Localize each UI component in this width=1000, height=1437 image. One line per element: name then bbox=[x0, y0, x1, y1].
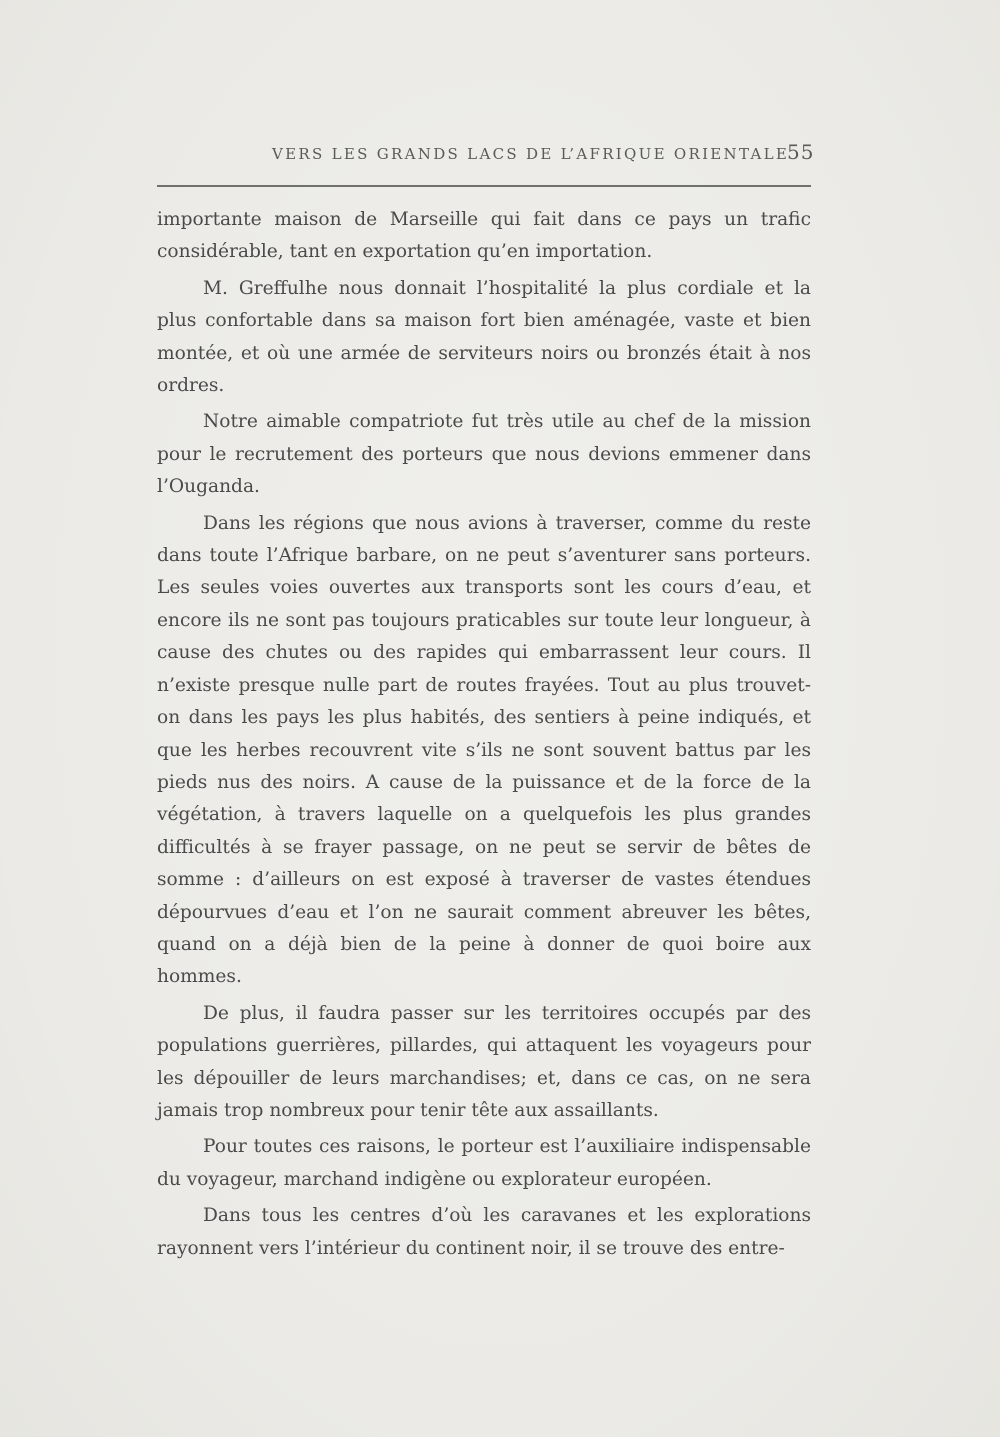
paragraph: De plus, il faudra passer sur les territoires occupés par des populations guerrières, pillardes, qui attaquent les voyageurs pour les dépouiller de leurs marchandises; et, dans ce cas, on ne sera jamais trop nombreux pour tenir tête aux assaillants. bbox=[157, 1002, 811, 1121]
page-number: 55 bbox=[787, 140, 815, 164]
body-text bbox=[157, 204, 811, 1265]
paragraph: Dans les régions que nous avions à traverser, comme du reste dans toute l’Afrique barbare, on ne peut s’aventurer sans porteurs. Les seules voies ouvertes aux transports sont les cours d’eau, et encore ils ne sont pas toujours praticables sur toute leur longueur, à cause des chutes ou des rapides qui embarrassent leur cours. Il n’existe presque nulle part de routes frayées. Tout au plus trouvet-on dans les pays les plus habités, des sentiers à peine indiqués, et que les herbes recouvrent vite s’ils ne sont souvent battus par les pieds nus des noirs. A cause de la puissance et de la force de la végétation, à travers laquelle on a quelquefois les plus grandes difficultés à se frayer passage, on ne peut se servir de bêtes de somme : d’ailleurs on est exposé à traverser de vastes étendues dépourvues d’eau et l’on ne saurait comment abreuver les bêtes, quand on a déjà bien de la peine à donner de quoi boire aux hommes. bbox=[157, 512, 811, 988]
paragraph: Dans tous les centres d’où les caravanes et les explorations rayonnent vers l’intérieur du continent noir, il se trouve des entre- bbox=[157, 1205, 811, 1259]
header-rule bbox=[157, 185, 811, 187]
running-title: VERS LES GRANDS LACS DE L’AFRIQUE ORIENTALE bbox=[272, 145, 790, 163]
paragraph: Pour toutes ces raisons, le porteur est l’auxiliaire indispensable du voyageur, marchand indigène ou explorateur européen. bbox=[157, 1136, 811, 1190]
paragraph: Notre aimable compatriote fut très utile au chef de la mission pour le recrutement des porteurs que nous devions emmener dans l’Ouganda. bbox=[157, 411, 811, 498]
paragraph-continuation: importante maison de Marseille qui fait dans ce pays un trafic considérable, tant en exportation qu’en importation. bbox=[157, 209, 811, 263]
paragraph: M. Greffulhe nous donnait l’hospitalité la plus cordiale et la plus confortable dans sa maison fort bien aménagée, vaste et bien montée, et où une armée de serviteurs noirs ou bronzés était à nos ordres. bbox=[157, 277, 811, 397]
